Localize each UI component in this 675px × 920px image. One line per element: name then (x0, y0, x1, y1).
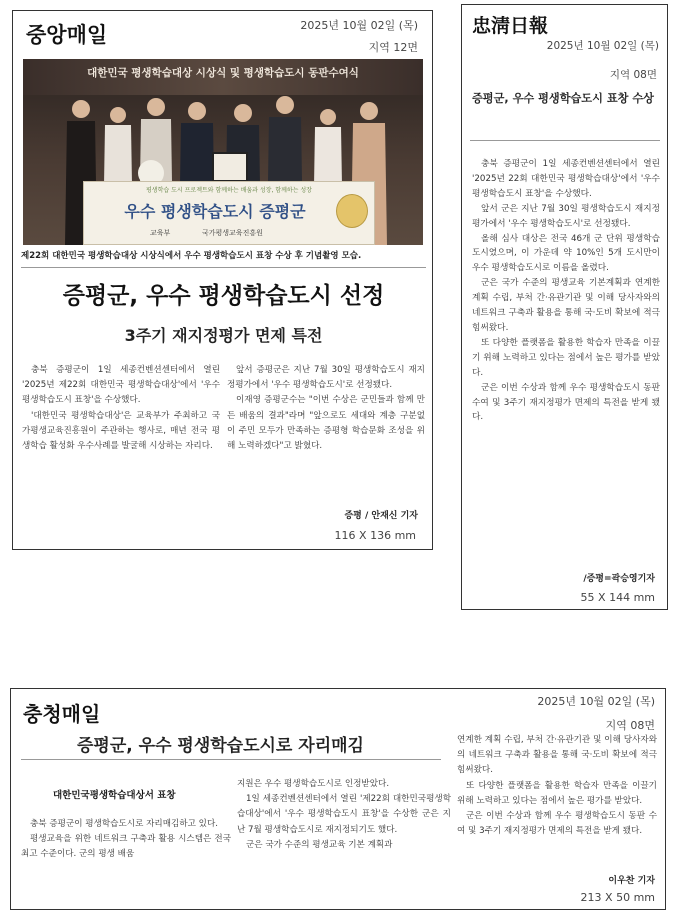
caption-rule (21, 267, 426, 268)
clip-joongang-maeil (12, 10, 433, 550)
placard-org-nile: 국가평생교육진흥원 (202, 229, 263, 237)
paragraph: 평생교육을 위한 네트워크 구축과 활용 시스템은 전국 최고 수준이다. 군의 평생 배움 (21, 834, 231, 860)
publish-date: 2025년 10월 02일 (목) (537, 695, 655, 708)
award-photo (23, 59, 423, 245)
newspaper-name: 충청매일 (23, 702, 101, 726)
newspaper-name: 忠淸日報 (472, 15, 549, 37)
paragraph: 이재영 증평군수는 "이번 수상은 군민들과 함께 만든 배움의 결과"라며 "앞으로도 세대와 계층 구분없이 주민 모두가 만족하는 증평형 학습문화 조성을 위해 노력하겠다"고 밝혔다. (227, 395, 425, 452)
byline: /증평=곽승영기자 (583, 574, 655, 584)
paragraph: 또 다양한 플랫폼을 활용한 학습자 만족을 이끌기 위해 노력하고 있다는 점에서 높은 평가를 받았다. (472, 337, 660, 378)
clip-chungcheong-maeil (10, 688, 666, 910)
article-column-2 (237, 777, 451, 853)
paragraph: 군은 이번 수상과 함께 우수 평생학습도시 동판 수여 및 3주기 재지정평가 면제의 특전을 받게 됐다. (472, 382, 660, 423)
paragraph: 연계한 계획 수립, 부처 간·유관기관 및 이해 당사자와의 네트워크 구축과 활용을 통해 국·도비 확보에 적극 힘써왔다. (457, 735, 657, 776)
clip-size: 213 X 50 mm (580, 891, 655, 904)
paragraph: 충북 증평군이 평생학습도시로 자리매김하고 있다. (30, 819, 218, 829)
article-column-3 (457, 733, 657, 839)
page-section: 지역 08면 (605, 719, 655, 732)
article-column-2 (227, 363, 425, 454)
clip-size: 116 X 136 mm (334, 529, 416, 542)
byline: 증평 / 안재신 기자 (344, 511, 418, 521)
photo-caption: 제22회 대한민국 평생학습대상 시상식에서 우수 평생학습도시 표창 수상 후 기념촬영 모습. (21, 251, 362, 261)
mascot-icon (336, 194, 368, 228)
byline: 이우찬 기자 (608, 876, 655, 886)
newspaper-name: 중앙매일 (26, 23, 108, 47)
headline: 증평군, 우수 평생학습도시 선정 (62, 283, 385, 309)
paragraph: 앞서 증평군은 지난 7월 30일 평생학습도시 재지정평가에서 '우수 평생학습도시'로 선정됐다. (227, 365, 425, 391)
paragraph: 지원은 우수 평생학습도시로 인정받았다. (237, 779, 390, 789)
clip-chungcheong-ilbo (461, 4, 668, 610)
paragraph: 군은 국가 수준의 평생교육 기본계획과 연계한 계획 수립, 부처 간·유관기관 및 이해 당사자와의 네트워크 구축과 활용을 통해 국·도비 확보에 적극 힘써왔다. (472, 278, 660, 333)
certificate-frame (213, 153, 247, 181)
paragraph: 충북 증평군이 1일 세종컨벤션센터에서 열린 '2025년 22회 대한민국 평생학습대상'에서 '우수 평생학습도시 표창'을 수상했다. (472, 159, 660, 199)
clip-size: 55 X 144 mm (580, 591, 655, 604)
page-section: 지역 12면 (368, 41, 418, 54)
article-body (472, 157, 660, 425)
paragraph: 1일 세종컨벤션센터에서 열린 '제22회 대한민국평생학습대상'에서 '우수 평생학습도시 표창'을 수상한 군은 지난 7월 평생학습도시로 재지정되기도 했다. (237, 794, 451, 835)
award-placard (83, 181, 375, 245)
article-column-1 (21, 817, 231, 863)
placard-title: 우수 평생학습도시 증평군 (124, 202, 306, 221)
headline: 증평군, 우수 평생학습도시로 자리매김 (77, 736, 364, 756)
headline-rule (21, 759, 441, 760)
paragraph: 또 다양한 플랫폼을 활용한 학습자 만족을 이끌기 위해 노력하고 있다는 점에서 높은 평가를 받았다. (457, 780, 657, 806)
placard-org-moe: 교육부 (150, 229, 171, 237)
paragraph: 충북 증평군이 1일 세종컨벤션센터에서 열린 '2025년 제22회 대한민국 평생학습대상'에서 '우수 평생학습도시 표창'을 수상했다. (22, 365, 220, 406)
event-banner-text: 대한민국 평생학습대상 시상식 및 평생학습도시 동판수여식 (87, 67, 359, 79)
paragraph: 군은 이번 수상과 함께 우수 평생학습도시 동판 수여 및 3주기 재지정평가 면제의 특전을 받게 됐다. (457, 811, 657, 837)
paragraph: '대한민국 평생학습대상'은 교육부가 주최하고 국가평생교육진흥원이 주관하는 행사로, 매년 전국 평생학습 활성화 우수사례를 발굴해 시상하는 자리다. (22, 410, 220, 452)
subhead: 대한민국평생학습대상서 표창 (53, 790, 176, 801)
placard-subtitle: 평생학습 도시 프로젝트와 함께하는 배움과 성장, 함께하는 성장 (146, 187, 312, 194)
paragraph: 군은 국가 수준의 평생교육 기본 계획과 (246, 839, 393, 850)
paragraph: 올해 심사 대상은 전국 46개 군 단위 평생학습도시였으며, 이 가운데 약 10%인 5개 도시만이 우수 평생학습도시로 이름을 올렸다. (472, 233, 660, 274)
publish-date: 2025년 10월 02일 (목) (300, 19, 418, 32)
headline-rule (470, 140, 660, 141)
paragraph: 앞서 군은 지난 7월 30일 평생학습도시 재지정평가에서 '우수 평생학습도시'로 선정됐다. (472, 203, 660, 229)
publish-date: 2025년 10월 02일 (목) (546, 40, 659, 52)
headline: 증평군, 우수 평생학습도시 표창 수상 (472, 92, 654, 105)
page-section: 지역 08면 (609, 69, 657, 81)
article-column-1 (22, 363, 220, 454)
subheadline: 3주기 재지정평가 면제 특전 (124, 326, 323, 345)
event-banner (23, 59, 423, 95)
